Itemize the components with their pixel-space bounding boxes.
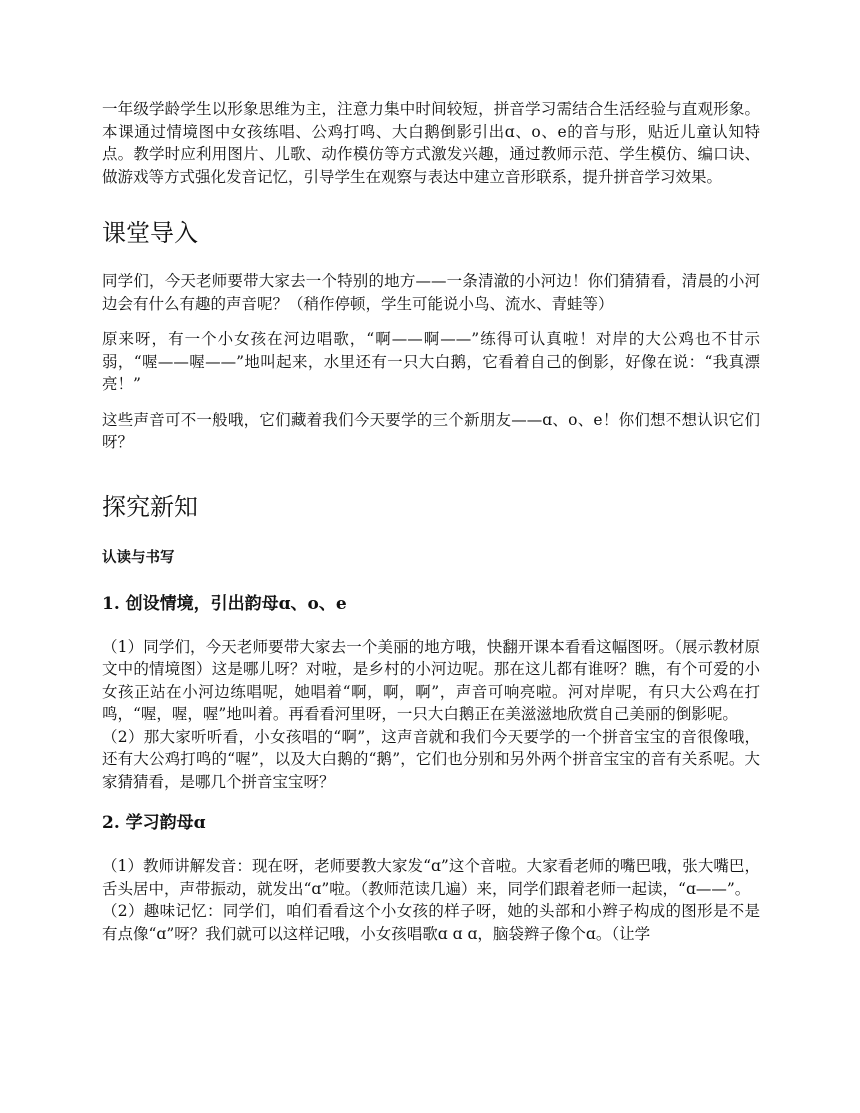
- section-title-lead-in: 课堂导入: [102, 219, 198, 247]
- lead-in-paragraph-2: 原来呀，有一个小女孩在河边唱歌，“啊——啊——”练得可认真啦！对岸的大公鸡也不甘示弱，“喔——喔——”地叫起来，水里还有一只大白鹅，它看着自己的倒影，好像在说：“我真漂亮！”: [102, 330, 760, 393]
- part2-step-2: （2）趣味记忆：同学们，咱们看看这个小女孩的样子呀，她的头部和小辫子构成的图形是不是有点像“ɑ”呀？我们就可以这样记哦，小女孩唱歌ɑ ɑ ɑ，脑袋辫子像个ɑ。（让学: [102, 902, 760, 943]
- part2-step-1: （1）教师讲解发音：现在呀，老师要教大家发“ɑ”这个音啦。大家看老师的嘴巴哦，张大嘴巴，舌头居中，声带振动，就发出“ɑ”啦。（教师范读几遍）来，同学们跟着老师一起读，“ɑ——”。: [102, 857, 760, 898]
- lead-in-paragraph-1: 同学们，今天老师要带大家去一个特别的地方——一条清澈的小河边！你们猜猜看，清晨的小河边会有什么有趣的声音呢？（稍作停顿，学生可能说小鸟、流水、青蛙等）: [102, 272, 760, 313]
- part2-heading: 2. 学习韵母ɑ: [102, 813, 206, 833]
- part1-step-2: （2）那大家听听看，小女孩唱的“啊”，这声音就和我们今天要学的一个拼音宝宝的音很像哦，还有大公鸡打鸣的“喔”，以及大白鹅的“鹅”，它们也分别和另外两个拼音宝宝的音有关系呢。大家猜猜看，是哪几个拼音宝宝呀？: [102, 727, 760, 791]
- intro-paragraph: 一年级学龄学生以形象思维为主，注意力集中时间较短，拼音学习需结合生活经验与直观形象。本课通过情境图中女孩练唱、公鸡打鸣、大白鹅倒影引出ɑ、o、e的音与形，贴近儿童认知特点。教学时应利用图片、儿歌、动作模仿等方式激发兴趣，通过教师示范、学生模仿、编口诀、做游戏等方式强化发音记忆，引导学生在观察与表达中建立音形联系，提升拼音学习效果。: [102, 100, 760, 186]
- section-title-explore: 探究新知: [102, 492, 198, 521]
- subheading-read-write: 认读与书写: [102, 548, 175, 566]
- part1-step-1: （1）同学们，今天老师要带大家去一个美丽的地方哦，快翻开课本看看这幅图呀。（展示教材原文中的情境图）这是哪儿呀？对啦，是乡村的小河边呢。那在这儿都有谁呀？瞧，有个可爱的小女孩正站在小河边练唱呢，她唱着“啊，啊，啊”，声音可响亮啦。河对岸呢，有只大公鸡在打鸣，“喔，喔，喔”地叫着。再看看河里呀，一只大白鹅正在美滋滋地欣赏自己美丽的倒影呢。: [102, 637, 760, 723]
- part1-heading: 1. 创设情境，引出韵母ɑ、o、e: [102, 593, 347, 614]
- document-page: [102, 98, 760, 945]
- lead-in-paragraph-3: 这些声音可不一般哦，它们藏着我们今天要学的三个新朋友——ɑ、o、e！你们想不想认识它们呀？: [102, 410, 760, 451]
